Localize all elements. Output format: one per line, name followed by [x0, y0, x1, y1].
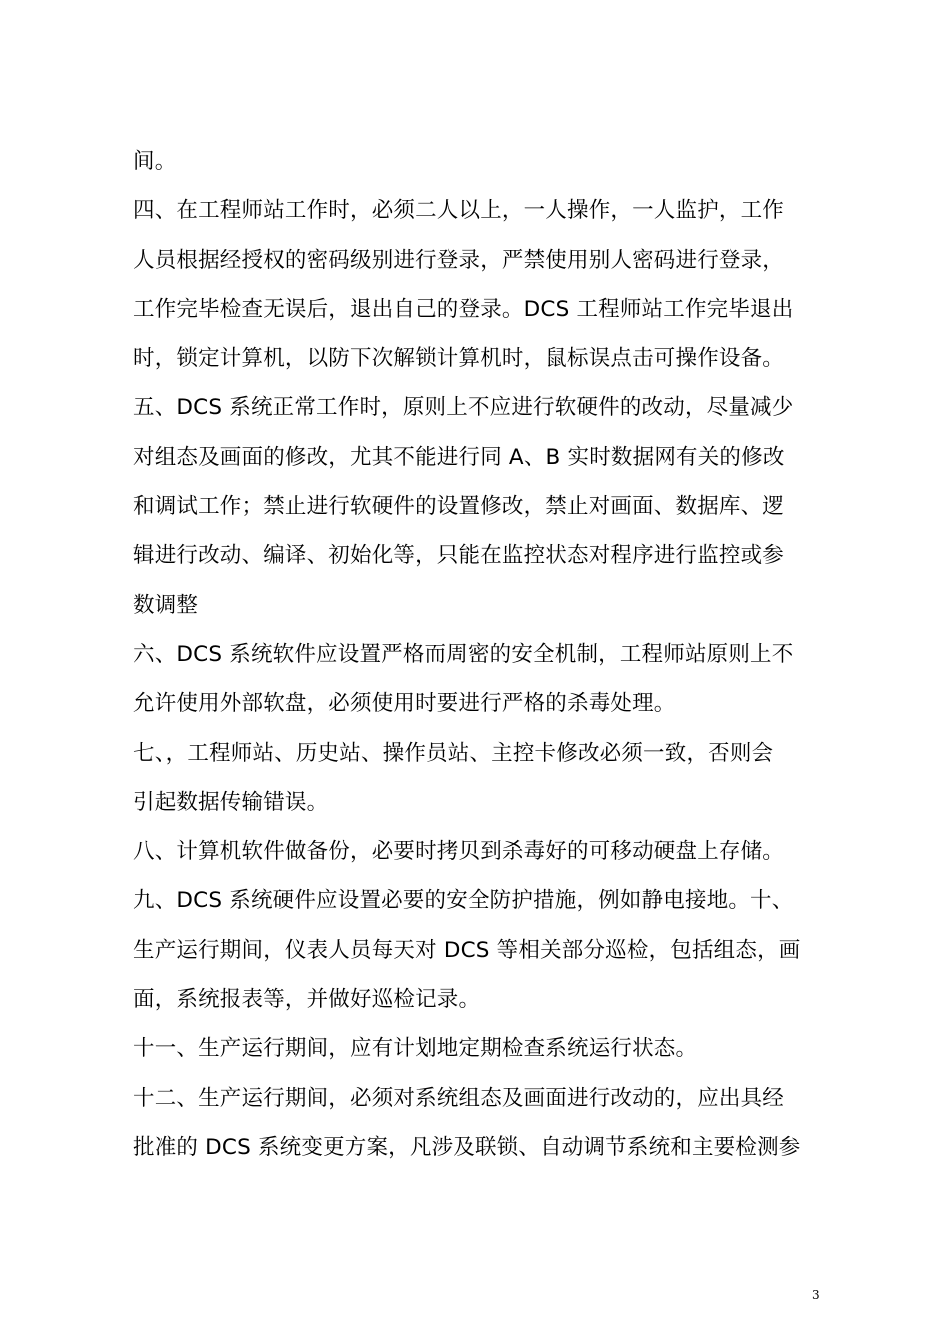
- text-line: 五、DCS 系统正常工作时，原则上不应进行软硬件的改动，尽量减少: [133, 395, 794, 421]
- text-line: 工作完毕检查无误后，退出自己的登录。DCS 工程师站工作完毕退出: [133, 296, 794, 322]
- text-line: 六、DCS 系统软件应设置严格而周密的安全机制，工程师站原则上不: [133, 641, 794, 667]
- text-line: 八、计算机软件做备份，必要时拷贝到杀毒好的可移动硬盘上存储。: [133, 839, 785, 865]
- text-line: 四、在工程师站工作时，必须二人以上，一人操作，一人监护，工作: [133, 198, 785, 224]
- text-line: 十一、生产运行期间，应有计划地定期检查系统运行状态。: [133, 1036, 698, 1062]
- text-line: 和调试工作；禁止进行软硬件的设置修改，禁止对画面、数据库、逻: [133, 494, 785, 520]
- text-line: 九、DCS 系统硬件应设置必要的安全防护措施，例如静电接地。十、: [133, 888, 794, 914]
- text-line: 七、，工程师站、历史站、操作员站、主控卡修改必须一致，否则会: [133, 740, 774, 766]
- text-line: 允许使用外部软盘，必须使用时要进行严格的杀毒处理。: [133, 691, 676, 717]
- text-line: 数调整: [133, 592, 199, 618]
- text-line: 时，锁定计算机，以防下次解锁计算机时，鼠标误点击可操作设备。: [133, 346, 785, 372]
- text-line: 辑进行改动、编译、初始化等，只能在监控状态对程序进行监控或参: [133, 543, 785, 569]
- text-line: 批准的 DCS 系统变更方案，凡涉及联锁、自动调节系统和主要检测参: [133, 1134, 801, 1160]
- text-line: 十二、生产运行期间，必须对系统组态及画面进行改动的，应出具经: [133, 1085, 785, 1111]
- text-line: 对组态及画面的修改，尤其不能进行同 A、B 实时数据网有关的修改: [133, 444, 785, 470]
- text-line: 间。: [133, 149, 177, 174]
- document-body: [133, 137, 833, 1172]
- text-line: 生产运行期间，仪表人员每天对 DCS 等相关部分巡检，包括组态，画: [133, 937, 801, 963]
- text-line: 人员根据经授权的密码级别进行登录，严禁使用别人密码进行登录，: [133, 247, 785, 273]
- text-line: 面，系统报表等，并做好巡检记录。: [133, 987, 481, 1013]
- text-line: 引起数据传输错误。: [133, 789, 329, 815]
- page-number: 3: [812, 1288, 820, 1302]
